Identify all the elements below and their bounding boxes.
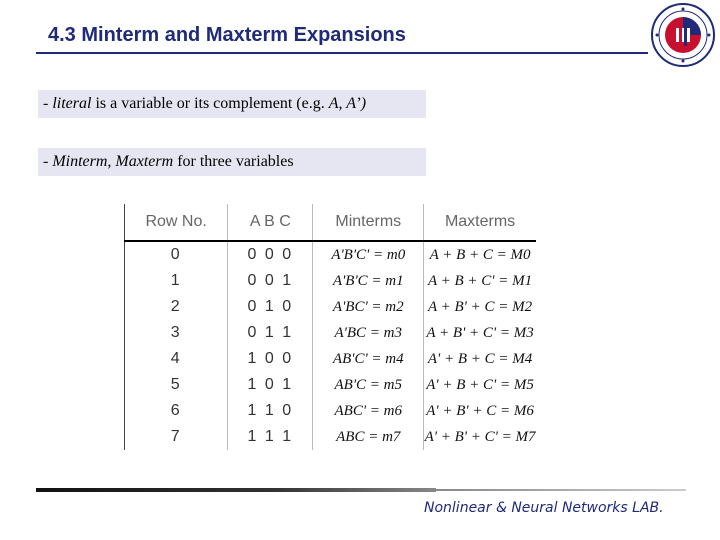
footer-divider-fade <box>436 489 686 491</box>
minterm-cell: A'B'C' = m0 <box>313 241 424 268</box>
literal-definition-text: is a variable or its complement (e.g. <box>91 95 329 112</box>
table-row <box>125 424 537 450</box>
minterm-cell: ABC' = m6 <box>313 398 424 424</box>
row-number: 0 <box>125 241 228 268</box>
abc-values: 1 1 1 <box>228 424 313 450</box>
maxterm-cell: A' + B' + C = M6 <box>424 398 536 424</box>
maxterm-cell: A' + B + C = M4 <box>424 346 536 372</box>
header-maxterms: Maxterms <box>424 204 536 241</box>
abc-values: 0 0 1 <box>228 268 313 294</box>
minterm-cell: A'B'C = m1 <box>313 268 424 294</box>
literal-example: A, A’) <box>328 95 367 112</box>
row-number: 6 <box>125 398 228 424</box>
minterm-maxterm-term: Minterm, Maxterm <box>52 153 174 170</box>
abc-values: 1 1 0 <box>228 398 313 424</box>
university-seal-icon <box>650 2 716 68</box>
maxterm-cell: A + B' + C' = M3 <box>424 320 536 346</box>
table-row <box>125 268 537 294</box>
abc-values: 0 1 1 <box>228 320 313 346</box>
maxterm-cell: A + B + C' = M1 <box>424 268 536 294</box>
literal-definition-bullet <box>38 90 426 118</box>
table-row <box>125 241 537 268</box>
bullet-prefix: - <box>43 153 53 170</box>
minterm-cell: ABC = m7 <box>313 424 424 450</box>
header-abc: A B C <box>228 204 313 241</box>
bullet-prefix: - <box>43 95 53 112</box>
minterm-maxterm-text: for three variables <box>173 153 294 170</box>
maxterm-cell: A + B' + C = M2 <box>424 294 536 320</box>
header-row-no: Row No. <box>125 204 228 241</box>
minterm-cell: AB'C = m5 <box>313 372 424 398</box>
minterm-maxterm-bullet <box>38 148 426 176</box>
minterm-cell: A'BC = m3 <box>313 320 424 346</box>
table-row <box>125 398 537 424</box>
table-row <box>125 320 537 346</box>
abc-values: 0 0 0 <box>228 241 313 268</box>
table-header-row <box>125 204 537 241</box>
row-number: 2 <box>125 294 228 320</box>
row-number: 1 <box>125 268 228 294</box>
maxterm-cell: A' + B + C' = M5 <box>424 372 536 398</box>
minterm-cell: AB'C' = m4 <box>313 346 424 372</box>
literal-term: literal <box>52 95 92 112</box>
lab-name-footer: Nonlinear & Neural Networks LAB. <box>424 500 664 516</box>
minterm-maxterm-table <box>124 204 536 450</box>
row-number: 5 <box>125 372 228 398</box>
footer-divider <box>36 488 436 492</box>
minterm-cell: A'BC' = m2 <box>313 294 424 320</box>
maxterm-cell: A + B + C = M0 <box>424 241 536 268</box>
abc-values: 1 0 0 <box>228 346 313 372</box>
row-number: 4 <box>125 346 228 372</box>
row-number: 7 <box>125 424 228 450</box>
header-minterms: Minterms <box>313 204 424 241</box>
page-title: 4.3 Minterm and Maxterm Expansions <box>48 24 406 46</box>
maxterm-cell: A' + B' + C' = M7 <box>424 424 536 450</box>
abc-values: 0 1 0 <box>228 294 313 320</box>
table-row <box>125 372 537 398</box>
title-underline <box>36 52 648 54</box>
abc-values: 1 0 1 <box>228 372 313 398</box>
table-row <box>125 346 537 372</box>
table-row <box>125 294 537 320</box>
row-number: 3 <box>125 320 228 346</box>
